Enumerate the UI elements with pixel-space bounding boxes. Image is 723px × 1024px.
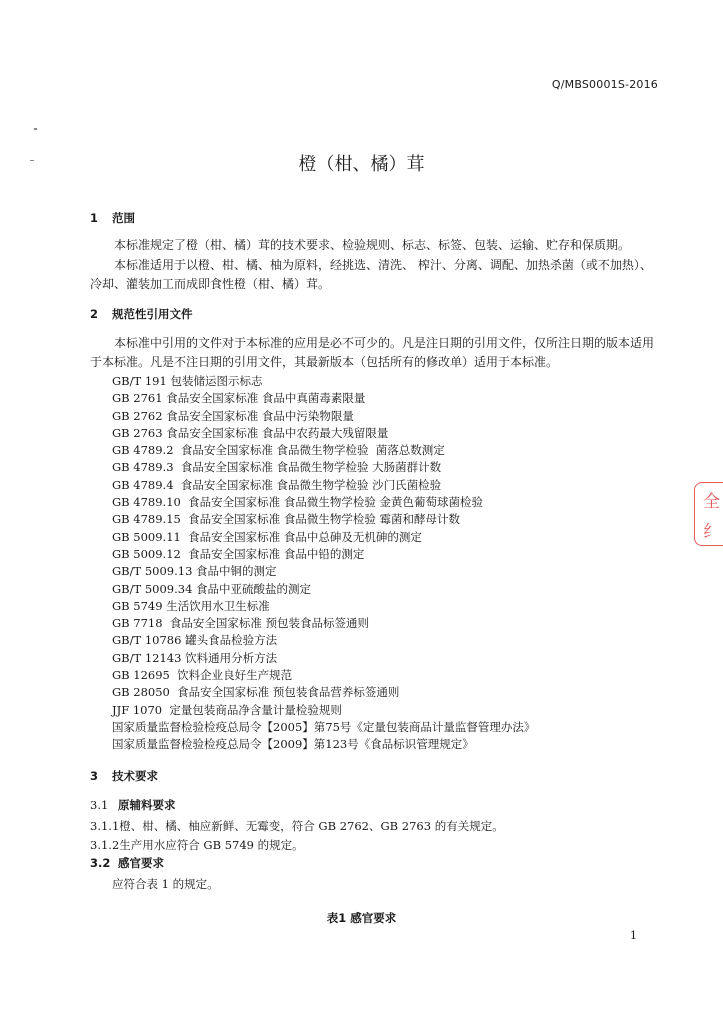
section-2-paragraph: [90, 334, 660, 372]
reference-item: GB/T 10786 罐头食品检验方法: [112, 633, 278, 648]
section-title: 技术要求: [112, 769, 158, 783]
table-caption: 表1 感官要求: [326, 911, 397, 925]
section-title: 规范性引用文件: [112, 307, 193, 321]
reference-item: GB 28050 食品安全国家标准 预包装食品营养标签通则: [112, 685, 400, 700]
reference-item: GB 5009.12 食品安全国家标准 食品中铅的测定: [112, 546, 365, 561]
clause-3-1-2: 3.1.2生产用水应符合 GB 5749 的规定。: [90, 838, 304, 852]
page-number: 1: [630, 929, 637, 942]
paragraph-text: 本标准规定了橙（柑、橘）茸的技术要求、检验规则、标志、标签、包装、运输、贮存和保质期。: [114, 238, 631, 252]
reference-item: GB 4789.4 食品安全国家标准 食品微生物学检验 沙门氏菌检验: [112, 477, 442, 492]
scan-speck: [34, 128, 37, 130]
reference-item: 国家质量监督检验检疫总局令【2009】第123号《食品标识管理规定》: [112, 737, 474, 752]
reference-item: GB 4789.2 食品安全国家标准 食品微生物学检验 菌落总数测定: [112, 443, 445, 458]
subsection-title: 原辅料要求: [118, 798, 176, 812]
reference-item: GB 4789.3 食品安全国家标准 食品微生物学检验 大肠菌群计数: [112, 460, 442, 475]
section-1-heading: [90, 210, 135, 226]
section-2-heading: [90, 306, 193, 322]
paragraph-text: 本标准中引用的文件对于本标准的应用是必不可少的。凡是注日期的引用文件，仅所注日期的版本适用于本标准。凡是不注日期的引用文件，其最新版本（包括所有的修改单）适用于本标准。: [90, 336, 655, 369]
section-1-paragraph-2: [90, 256, 660, 294]
reference-list: [112, 373, 535, 754]
reference-item: GB 2763 食品安全国家标准 食品中农药最大残留限量: [112, 425, 389, 440]
stamp-char: 纟: [703, 522, 720, 542]
reference-item: GB 5009.11 食品安全国家标准 食品中总砷及无机砷的测定: [112, 529, 422, 544]
reference-item: 国家质量监督检验检疫总局令【2005】第75号《定量包装商品计量监督管理办法》: [112, 719, 536, 734]
reference-item: GB 5749 生活饮用水卫生标准: [112, 598, 270, 613]
section-number: 2: [90, 307, 99, 321]
paragraph-text: 本标准适用于以橙、柑、橘、柚为原料，经挑选、清洗、 榨汁、分离、调配、加热杀菌（或不加热）、冷却、灌装加工而成即食性橙（柑、橘）茸。: [90, 258, 652, 291]
section-1-paragraph-1: [90, 236, 660, 255]
reference-item: GB/T 191 包装储运图示标志: [112, 374, 263, 388]
subsection-number: 3.1: [90, 798, 109, 812]
reference-item: GB 12695 饮料企业良好生产规范: [112, 668, 293, 683]
red-seal-stamp: [694, 482, 723, 546]
page-title: 橙（柑、橘）茸: [298, 154, 425, 175]
reference-item: JJF 1070 定量包装商品净含量计量检验规则: [112, 702, 342, 717]
reference-item: GB/T 12143 饮料通用分析方法: [112, 650, 278, 665]
subsection-number: 3.2: [90, 856, 111, 870]
subsection-3-2-text: 应符合表 1 的规定。: [112, 877, 219, 891]
subsection-3-1-heading: [90, 797, 176, 813]
reference-item: GB 4789.10 食品安全国家标准 食品微生物学检验 金黄色葡萄球菌检验: [112, 495, 483, 510]
section-number: 3: [90, 769, 99, 783]
subsection-3-2-heading: [90, 855, 164, 871]
reference-item: GB/T 5009.34 食品中亚硫酸盐的测定: [112, 581, 312, 596]
reference-item: GB/T 5009.13 食品中铜的测定: [112, 564, 277, 579]
stamp-char: 全: [703, 492, 720, 512]
reference-item: GB 2762 食品安全国家标准 食品中污染物限量: [112, 408, 354, 423]
section-3-heading: [90, 768, 158, 784]
subsection-title: 感官要求: [118, 856, 164, 870]
section-number: 1: [90, 211, 99, 225]
reference-item: GB 7718 食品安全国家标准 预包装食品标签通则: [112, 616, 370, 631]
reference-item: GB 2761 食品安全国家标准 食品中真菌毒素限量: [112, 391, 366, 406]
reference-item: GB 4789.15 食品安全国家标准 食品微生物学检验 霉菌和酵母计数: [112, 512, 460, 527]
section-title: 范围: [112, 211, 135, 225]
clause-3-1-1: 3.1.1橙、柑、橘、柚应新鲜、无霉变，符合 GB 2762、GB 2763 的有关规定。: [90, 819, 504, 833]
document-number: Q/MBS0001S-2016: [551, 78, 658, 91]
